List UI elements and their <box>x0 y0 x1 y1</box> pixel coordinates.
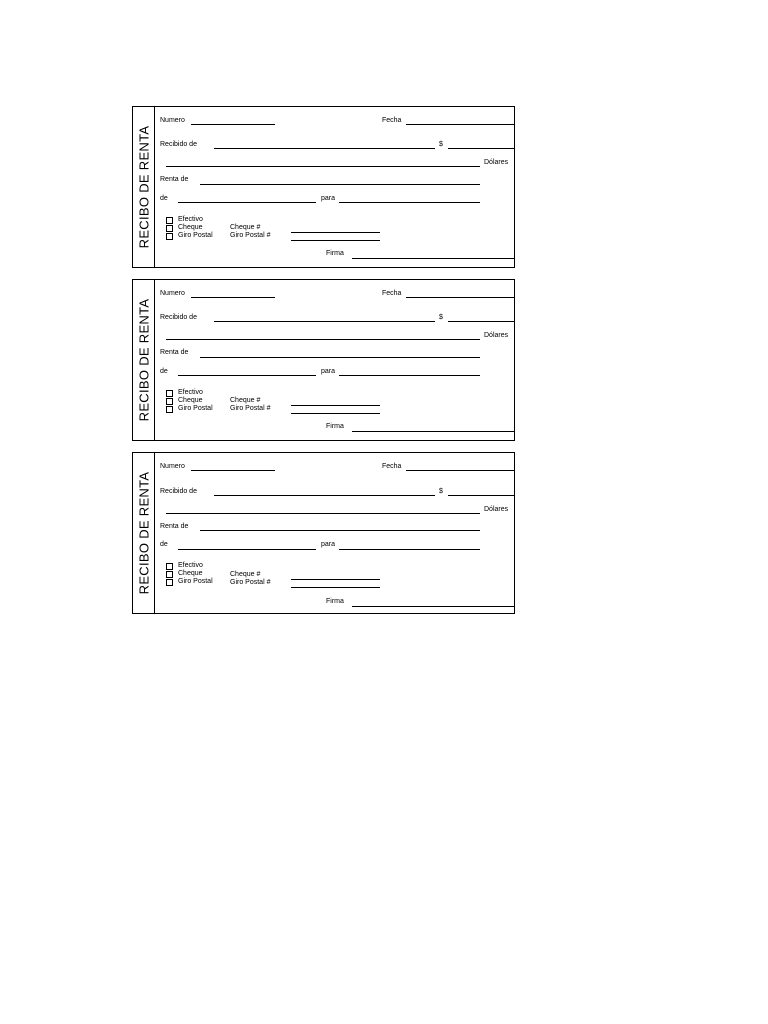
amount-words-line[interactable] <box>166 166 480 167</box>
amount-words-line[interactable] <box>166 339 480 340</box>
para-line[interactable] <box>339 549 480 550</box>
receipt-side-panel <box>133 280 155 440</box>
recibido-de-label: Recibido de <box>160 314 197 321</box>
para-label: para <box>321 541 336 548</box>
cheque-label: Cheque <box>178 224 203 231</box>
giro-postal-checkbox[interactable] <box>166 579 173 586</box>
amount-words-line[interactable] <box>166 513 480 514</box>
fecha-label: Fecha <box>382 290 402 297</box>
recibido-de-label: Recibido de <box>160 488 197 495</box>
numero-line[interactable] <box>191 297 275 298</box>
recibido-de-label: Recibido de <box>160 141 197 148</box>
efectivo-checkbox[interactable] <box>166 563 173 570</box>
cheque-label: Cheque <box>178 397 203 404</box>
cheque-num-label: Cheque # <box>230 224 261 231</box>
firma-label: Firma <box>326 598 344 605</box>
dolares-label: Dólares <box>484 506 509 513</box>
efectivo-label: Efectivo <box>178 389 203 396</box>
rent-receipt-2 <box>132 279 515 441</box>
numero-label: Numero <box>160 463 185 470</box>
receipt-title: RECIBO DE RENTA <box>136 471 152 595</box>
fecha-label: Fecha <box>382 117 402 124</box>
renta-de-line[interactable] <box>200 357 480 358</box>
giro-postal-num-line[interactable] <box>291 240 380 241</box>
recibido-de-line[interactable] <box>214 148 435 149</box>
cheque-num-line[interactable] <box>291 232 380 233</box>
renta-de-label: Renta de <box>160 176 189 183</box>
giro-postal-num-label: Giro Postal # <box>230 232 271 239</box>
amount-line[interactable] <box>448 495 515 496</box>
de-label: de <box>160 541 168 548</box>
dollar-sign: $ <box>439 314 443 321</box>
numero-label: Numero <box>160 290 185 297</box>
de-line[interactable] <box>178 202 316 203</box>
para-line[interactable] <box>339 202 480 203</box>
firma-line[interactable] <box>352 606 515 607</box>
efectivo-checkbox[interactable] <box>166 390 173 397</box>
recibido-de-line[interactable] <box>214 321 435 322</box>
receipt-title: RECIBO DE RENTA <box>136 125 152 249</box>
rent-receipt-1 <box>132 106 515 268</box>
rent-receipt-3 <box>132 452 515 614</box>
fecha-label: Fecha <box>382 463 402 470</box>
dollar-sign: $ <box>439 488 443 495</box>
efectivo-label: Efectivo <box>178 216 203 223</box>
firma-line[interactable] <box>352 258 515 259</box>
dolares-label: Dólares <box>484 159 509 166</box>
receipt-side-panel <box>133 453 155 613</box>
de-line[interactable] <box>178 549 316 550</box>
dolares-label: Dólares <box>484 332 509 339</box>
receipt-title: RECIBO DE RENTA <box>136 298 152 422</box>
giro-postal-checkbox[interactable] <box>166 406 173 413</box>
efectivo-checkbox[interactable] <box>166 217 173 224</box>
recibido-de-line[interactable] <box>214 495 435 496</box>
de-label: de <box>160 195 168 202</box>
dollar-sign: $ <box>439 141 443 148</box>
renta-de-line[interactable] <box>200 530 480 531</box>
cheque-checkbox[interactable] <box>166 571 173 578</box>
numero-line[interactable] <box>191 470 275 471</box>
giro-postal-label: Giro Postal <box>178 232 213 239</box>
fecha-line[interactable] <box>406 297 515 298</box>
renta-de-line[interactable] <box>200 184 480 185</box>
amount-line[interactable] <box>448 321 515 322</box>
para-line[interactable] <box>339 375 480 376</box>
cheque-checkbox[interactable] <box>166 398 173 405</box>
fecha-line[interactable] <box>406 470 515 471</box>
giro-postal-num-label: Giro Postal # <box>230 579 271 586</box>
giro-postal-num-line[interactable] <box>291 587 380 588</box>
receipt-side-panel <box>133 107 155 267</box>
cheque-label: Cheque <box>178 570 203 577</box>
de-line[interactable] <box>178 375 316 376</box>
giro-postal-label: Giro Postal <box>178 578 213 585</box>
giro-postal-num-line[interactable] <box>291 413 380 414</box>
firma-line[interactable] <box>352 431 515 432</box>
cheque-checkbox[interactable] <box>166 225 173 232</box>
fecha-line[interactable] <box>406 124 515 125</box>
renta-de-label: Renta de <box>160 349 189 356</box>
numero-line[interactable] <box>191 124 275 125</box>
de-label: de <box>160 368 168 375</box>
giro-postal-label: Giro Postal <box>178 405 213 412</box>
giro-postal-checkbox[interactable] <box>166 233 173 240</box>
cheque-num-line[interactable] <box>291 405 380 406</box>
numero-label: Numero <box>160 117 185 124</box>
cheque-num-label: Cheque # <box>230 571 261 578</box>
giro-postal-num-label: Giro Postal # <box>230 405 271 412</box>
firma-label: Firma <box>326 250 344 257</box>
cheque-num-line[interactable] <box>291 579 380 580</box>
firma-label: Firma <box>326 423 344 430</box>
efectivo-label: Efectivo <box>178 562 203 569</box>
cheque-num-label: Cheque # <box>230 397 261 404</box>
amount-line[interactable] <box>448 148 515 149</box>
renta-de-label: Renta de <box>160 523 189 530</box>
para-label: para <box>321 195 336 202</box>
para-label: para <box>321 368 336 375</box>
